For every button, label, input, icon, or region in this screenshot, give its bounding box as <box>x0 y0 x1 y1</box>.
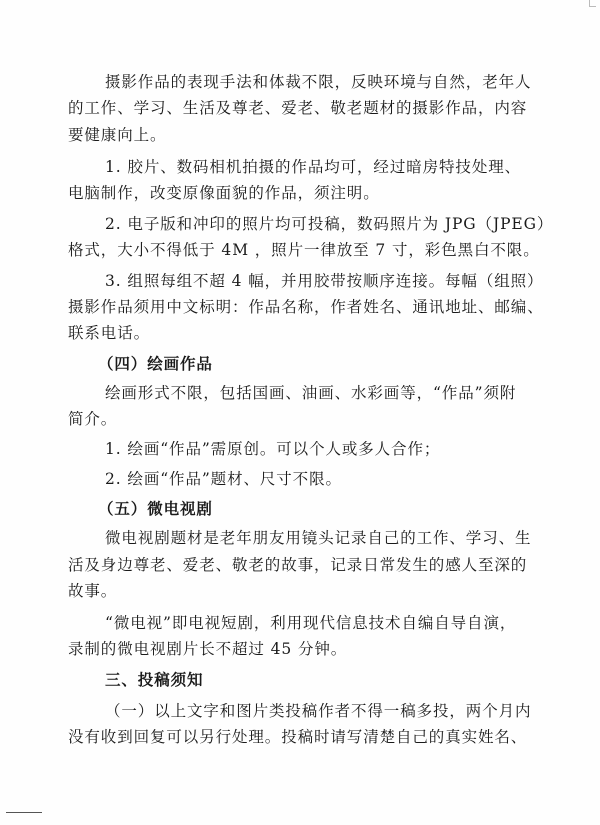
paragraph-line: 简介。 <box>68 410 118 428</box>
list-item-line: 联系电话。 <box>68 324 151 342</box>
list-item-line: 格式，大小不得低于 4M ，照片一律放至 7 寸，彩色黑白不限。 <box>68 241 540 259</box>
paragraph-line: 录制的微电视剧片长不超过 45 分钟。 <box>68 640 348 658</box>
paragraph-line: 要健康向上。 <box>68 126 167 144</box>
list-item-line: 3. 组照每组不超 4 幅，并用胶带按顺序连接。每幅（组照） <box>105 272 544 290</box>
list-item-line: 1. 胶片、数码相机拍摄的作品均可，经过暗房特技处理、 <box>105 158 522 176</box>
scan-edge-mark <box>6 812 42 813</box>
paragraph-line: 绘画形式不限，包括国画、油画、水彩画等，“作品”须附 <box>105 384 517 402</box>
list-item-line: 摄影作品须用中文标明：作品名称，作者姓名、通讯地址、邮编、 <box>68 298 544 316</box>
list-item-line: 2. 电子版和冲印的照片均可投稿，数码照片为 JPG（JPEG） <box>105 215 554 233</box>
paragraph-line: “微电视”即电视短剧，利用现代信息技术自编自导自演， <box>105 614 517 632</box>
paragraph-line: 活及身边尊老、爱老、敬老的故事，记录日常发生的感人至深的 <box>68 556 528 574</box>
list-item-line: 1. 绘画“作品”需原创。可以个人或多人合作； <box>105 440 441 458</box>
paragraph-line: 的工作、学习、生活及尊老、爱老、敬老题材的摄影作品，内容 <box>68 99 528 117</box>
list-item-line: 电脑制作，改变原像面貌的作品，须注明。 <box>68 184 380 202</box>
section-heading: 三、投稿须知 <box>105 671 204 689</box>
section-heading: （四）绘画作品 <box>98 355 213 373</box>
paragraph-line: （一）以上文字和图片类投稿作者不得一稿多投，两个月内 <box>105 702 532 720</box>
paragraph-line: 没有收到回复可以另行处理。投稿时请写清楚自己的真实姓名、 <box>68 728 528 746</box>
section-heading: （五）微电视剧 <box>98 500 213 518</box>
paragraph-line: 微电视剧题材是老年朋友用镜头记录自己的工作、学习、生 <box>105 529 532 547</box>
paragraph-line: 故事。 <box>68 582 118 600</box>
paragraph-line: 摄影作品的表现手法和体裁不限，反映环境与自然，老年人 <box>105 73 532 91</box>
list-item-line: 2. 绘画“作品”题材、尺寸不限。 <box>105 470 342 488</box>
scan-corner-mark <box>589 0 596 7</box>
